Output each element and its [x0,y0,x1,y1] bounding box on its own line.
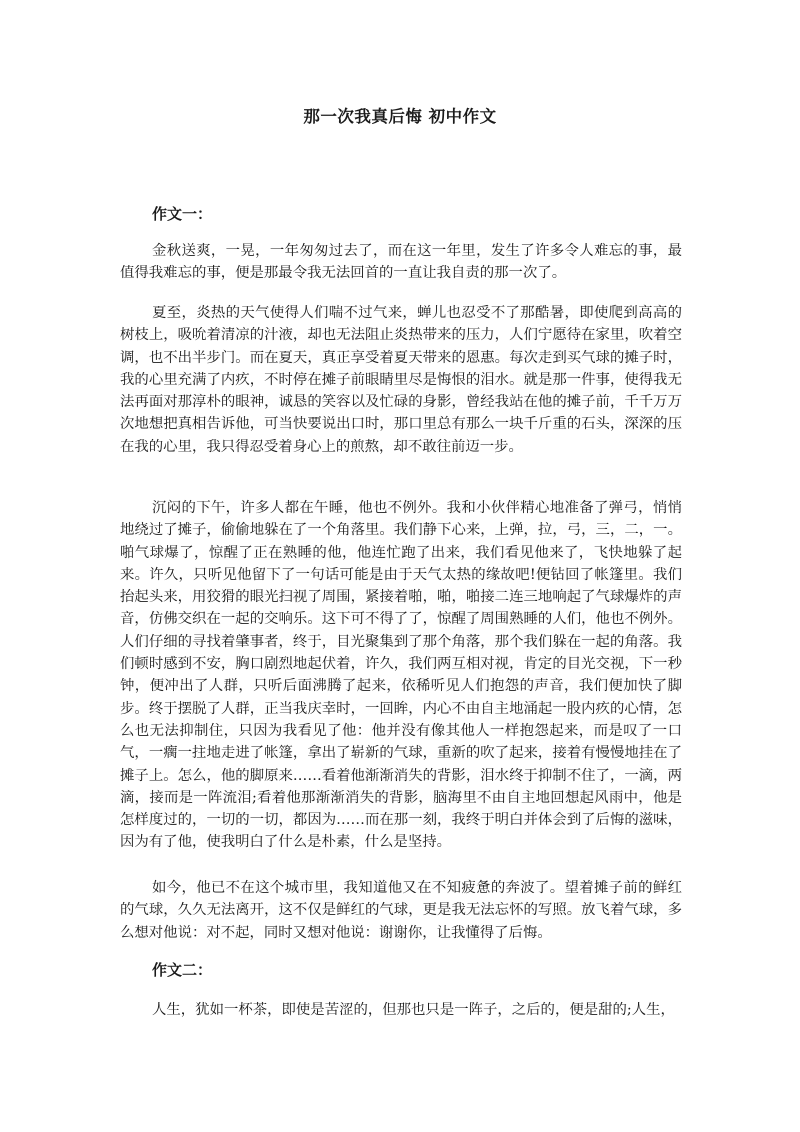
paragraph-3: 沉闷的下午，许多人都在午睡，他也不例外。我和小伙伴精心地准备了弹弓，悄悄地绕过了摊子，偷偷地躲在了一个角落里。我们静下心来，上弹，拉，弓，三，二，一。啪气球爆了，惊醒了正在熟睡的他，他连忙跑了出来，我们看见他来了，飞快地躲了起来。许久，只听见他留下了一句话可能是由于天气太热的缘故吧!便钻回了帐篷里。我们抬起头来，用狡猾的眼光扫视了周围，紧接着啪，啪，啪接二连三地响起了气球爆炸的声音，仿佛交织在一起的交响乐。这下可不得了了，惊醒了周围熟睡的人们，他也不例外。人们仔细的寻找着肇事者，终于，目光聚集到了那个角落，那个我们躲在一起的角落。我们顿时感到不安，胸口剧烈地起伏着，许久，我们两互相对视，肯定的目光交视，下一秒钟，便冲出了人群，只听后面沸腾了起来，依稀听见人们抱怨的声音，我们便加快了脚步。终于摆脱了人群，正当我庆幸时，一回眸，内心不由自主地涌起一股内疚的心情，怎么也无法抑制住，只因为我看见了他：他并没有像其他人一样抱怨起来，而是叹了一口气，一瘸一拄地走进了帐篷，拿出了崭新的气球，重新的吹了起来，接着有慢慢地挂在了摊子上。怎么，他的脚原来……看着他渐渐消失的背影，泪水终于抑制不住了，一滴，两滴，接而是一阵流泪;看着他那渐渐消失的背影，脑海里不由自主地回想起风雨中，他是怎样度过的，一切的一切，都因为……而在那一刻，我终于明白并体会到了后悔的滋味，因为有了他，使我明白了什么是朴素，什么是坚持。 [120,500,682,851]
paragraph-2: 夏至，炎热的天气使得人们喘不过气来，蝉儿也忍受不了那酷暑，即使爬到高高的树枝上，吸吮着清凉的汁液，却也无法阻止炎热带来的压力，人们宁愿待在家里，吹着空调，也不出半步门。而在夏天，真正享受着夏天带来的恩惠。每次走到买气球的摊子时，我的心里充满了内疚，不时停在摊子前眼睛里尽是悔恨的泪水。就是那一件事，使得我无法再面对那淳朴的眼神，诚恳的笑容以及忙碌的身影，曾经我站在他的摊子前，千千万万次地想把真相告诉他，可当快要说出口时，那口里总有那么一块千斤重的石头，深深的压在我的心里，我只得忍受着身心上的煎熬，却不敢往前迈一步。 [120,305,682,455]
section-heading-1: 作文一： [152,205,213,223]
paragraph-1: 金秋送爽，一晃，一年匆匆过去了，而在这一年里，发生了许多令人难忘的事，最值得我难忘的事，便是那最令我无法回首的一直让我自责的那一次了。 [120,243,682,282]
paragraph-4: 如今，他已不在这个城市里，我知道他又在不知疲惫的奔波了。望着摊子前的鲜红的气球，久久无法离开，这不仅是鲜红的气球，更是我无法忘怀的写照。放飞着气球，多么想对他说：对不起，同时又想对他说：谢谢你，让我懂得了后悔。 [120,880,682,941]
page-title: 那一次我真后悔 初中作文 [303,107,497,126]
section-heading-2: 作文二： [152,961,213,979]
paragraph-5: 人生，犹如一杯茶，即使是苦涩的，但那也只是一阵子，之后的，便是甜的;人生， [152,1002,675,1018]
